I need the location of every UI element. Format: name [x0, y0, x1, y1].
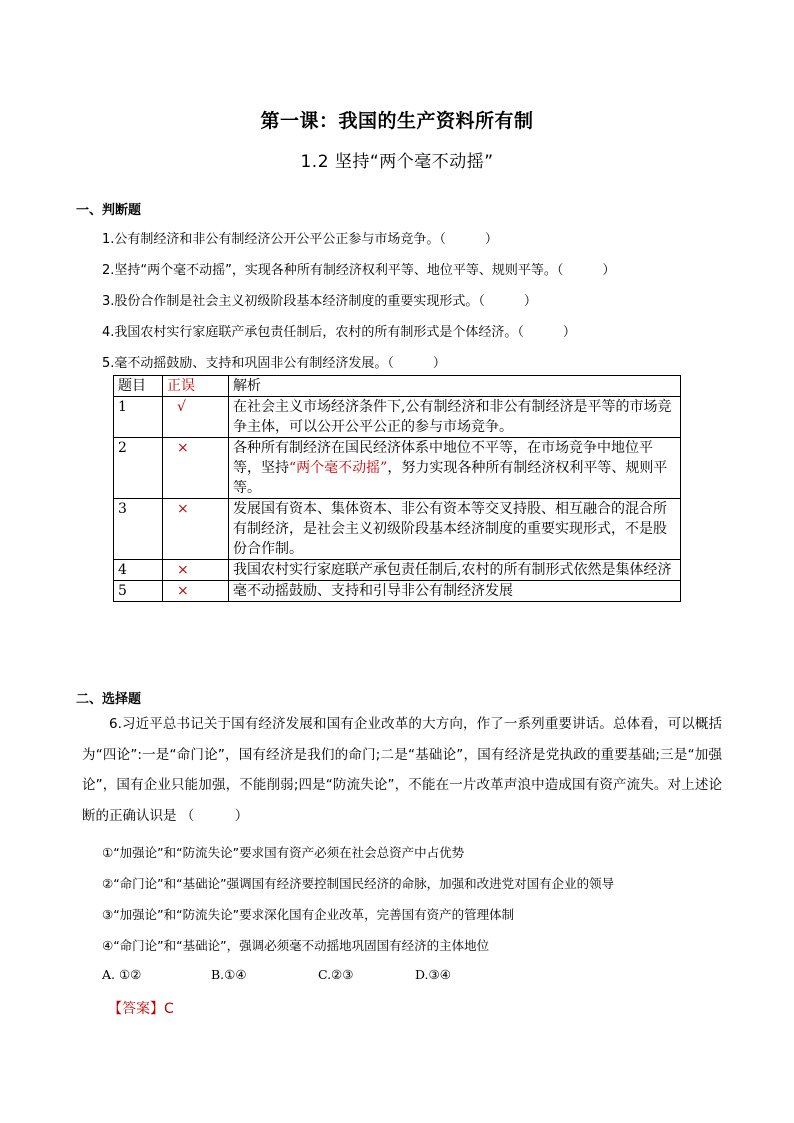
answer-table	[113, 375, 681, 602]
question-6-option-1: ①“加强论”和“防流失论”要求国有资产必须在社会总资产中占优势	[102, 845, 465, 860]
row-number: 4	[114, 560, 163, 581]
table-header-row	[114, 376, 681, 397]
table-header-explanation: 解析	[229, 376, 681, 397]
section-heading-choice: 二、选择题	[76, 692, 142, 707]
row-explanation	[229, 438, 681, 499]
row-mark: √	[163, 397, 229, 438]
answer-label: 【答案】C	[108, 1001, 174, 1017]
row-number: 3	[114, 499, 163, 560]
row-number: 5	[114, 581, 163, 602]
row-explanation-highlight: “两个毫不动摇”	[289, 460, 388, 476]
row-explanation-part-b: ，努力实现各种所有制经济权利平等、规则平等。	[233, 460, 668, 496]
question-6-stem: 6.习近平总书记关于国有经济发展和国有企业改革的大方向，作了一系列重要讲话。总体看，可以概括为“四论”:一是“命门论”，国有经济是我们的命门;二是“基础论”，国有经济是党执政的重要基础;三是“加强论”，国有企业只能加强，不能削弱;四是“防流失论”，不能在一片改革声浪中造成国有资产流失。对上述论断的正确认识是 （ ）	[82, 716, 722, 824]
row-explanation: 发展国有资本、集体资本、非公有资本等交叉持股、相互融合的混合所有制经济，是社会主义初级阶段基本经济制度的重要实现形式，不是股份合作制。	[229, 499, 681, 560]
table-header-question: 题目	[114, 376, 163, 397]
section-heading-judgement: 一、判断题	[76, 203, 142, 218]
table-row	[114, 560, 681, 581]
choice-d: D.③④	[414, 967, 451, 982]
judgement-item-2: 2.坚持“两个毫不动摇”，实现各种所有制经济权利平等、地位平等、规则平等。（ ）	[102, 263, 616, 278]
question-6-choices	[102, 967, 451, 982]
question-6-option-2: ②“命门论”和“基础论”强调国有经济要控制国民经济的命脉，加强和改进党对国有企业的领导	[102, 876, 615, 891]
table-header-result: 正误	[163, 376, 229, 397]
row-number: 2	[114, 438, 163, 499]
judgement-item-4: 4.我国农村实行家庭联产承包责任制后，农村的所有制形式是个体经济。（ ）	[102, 325, 576, 340]
choice-c: C.②③	[317, 967, 354, 982]
row-explanation: 我国农村实行家庭联产承包责任制后,农村的所有制形式依然是集体经济	[229, 560, 681, 581]
choice-a: A. ①②	[102, 967, 142, 982]
row-explanation: 在社会主义市场经济条件下,公有制经济和非公有制经济是平等的市场竞争主体，可以公开公平公正的参与市场竞争。	[229, 397, 681, 438]
judgement-item-1: 1.公有制经济和非公有制经济公开公平公正参与市场竞争。（ ）	[102, 232, 498, 247]
table-row	[114, 438, 681, 499]
table-row	[114, 397, 681, 438]
choice-b: B.①④	[210, 967, 247, 982]
judgement-item-5: 5.毫不动摇鼓励、支持和巩固非公有制经济发展。（ ）	[102, 356, 446, 371]
row-explanation: 毫不动摇鼓励、支持和引导非公有制经济发展	[229, 581, 681, 602]
page-subtitle: 1.2 坚持“两个毫不动摇”	[300, 152, 494, 172]
row-mark: ×	[163, 499, 229, 560]
page-title: 第一课：我国的生产资料所有制	[260, 110, 534, 132]
row-mark: ×	[163, 560, 229, 581]
row-mark: ×	[163, 581, 229, 602]
question-6-option-4: ④“命门论”和“基础论”，强调必须毫不动摇地巩固国有经济的主体地位	[102, 938, 490, 953]
question-6-option-3: ③“加强论”和“防流失论”要求深化国有企业改革，完善国有资产的管理体制	[102, 907, 515, 922]
table-row	[114, 499, 681, 560]
row-explanation-part-a: 各种所有制经济在国民经济体系中地位不平等，在市场竞争中地位平等，坚持	[233, 440, 653, 476]
judgement-item-3: 3.股份合作制是社会主义初级阶段基本经济制度的重要实现形式。（ ）	[102, 294, 537, 309]
row-number: 1	[114, 397, 163, 438]
table-row	[114, 581, 681, 602]
row-mark: ×	[163, 438, 229, 499]
